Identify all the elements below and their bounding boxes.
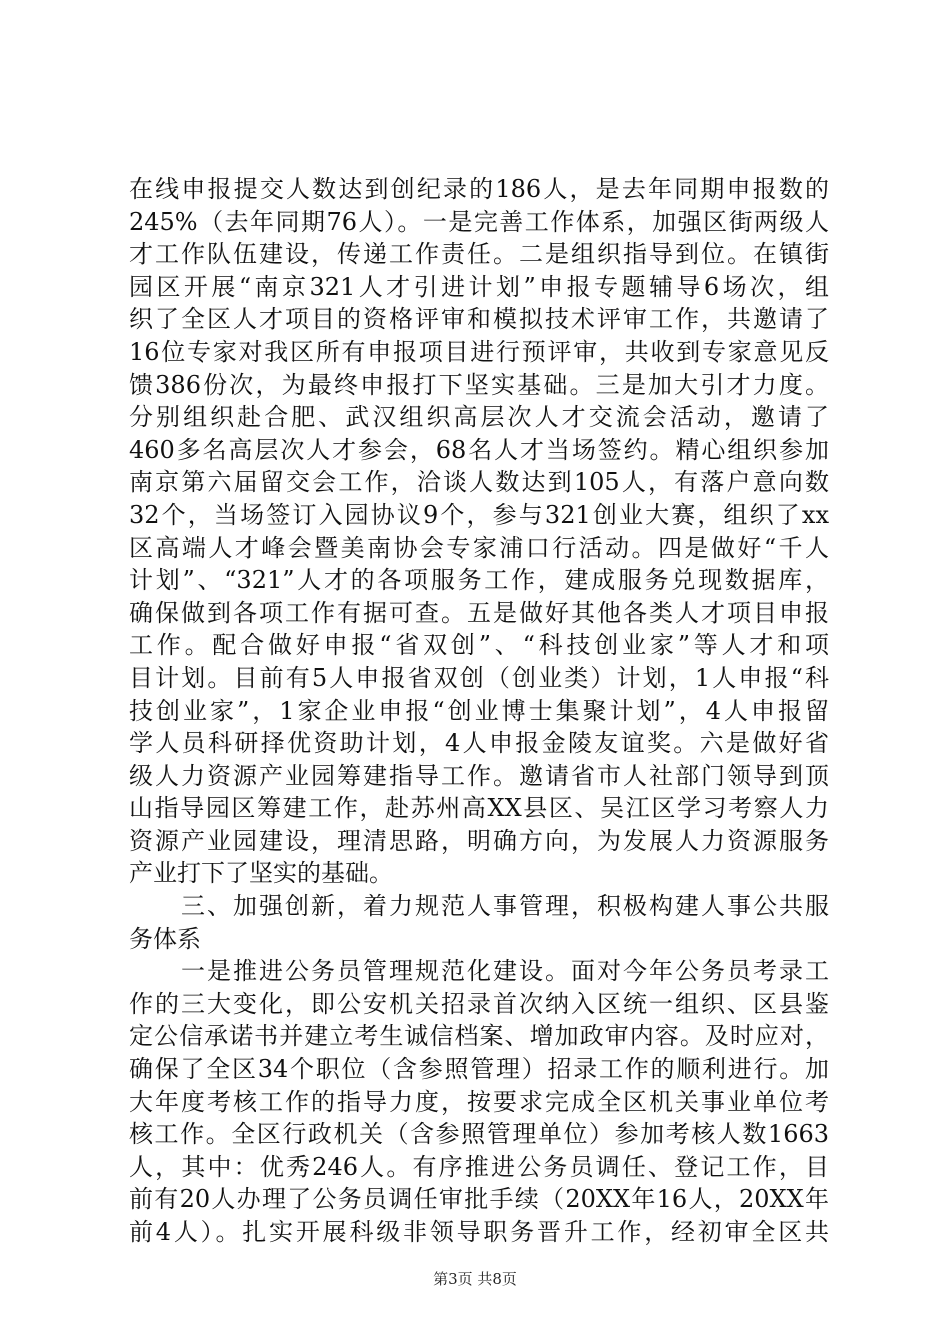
body-line: 一是推进公务员管理规范化建设。面对今年公务员考录工 bbox=[129, 957, 829, 986]
body-line: 山指导园区筹建工作，赴苏州高XX县区、吴江区学习考察人力 bbox=[129, 794, 829, 823]
body-line: 核工作。全区行政机关（含参照管理单位）参加考核人数1663 bbox=[129, 1120, 829, 1149]
body-line: 分别组织赴合肥、武汉组织高层次人才交流会活动，邀请了 bbox=[129, 403, 829, 432]
body-line: 三、加强创新，着力规范人事管理，积极构建人事公共服 bbox=[129, 892, 829, 921]
body-line: 前4人）。扎实开展科级非领导职务晋升工作，经初审全区共 bbox=[129, 1218, 829, 1246]
body-line: 产业打下了坚实的基础。 bbox=[129, 859, 393, 888]
body-line: 资源产业园建设，理清思路，明确方向，为发展人力资源服务 bbox=[129, 826, 829, 855]
body-line: 前有20人办理了公务员调任审批手续（20XX年16人，20XX年 bbox=[129, 1185, 829, 1214]
body-line: 级人力资源产业园筹建指导工作。邀请省市人社部门领导到顶 bbox=[129, 761, 829, 790]
body-line: 目计划。目前有5人申报省双创（创业类）计划，1人申报“科 bbox=[129, 663, 829, 692]
body-line: 务体系 bbox=[129, 924, 201, 953]
body-line: 南京第六届留交会工作，洽谈人数达到105人，有落户意向数 bbox=[129, 468, 829, 497]
body-line: 定公信承诺书并建立考生诚信档案、增加政审内容。及时应对， bbox=[129, 1022, 829, 1051]
body-line: 16位专家对我区所有申报项目进行预评审，共收到专家意见反 bbox=[129, 337, 829, 366]
body-line: 园区开展“南京321人才引进计划”申报专题辅导6场次，组 bbox=[129, 272, 829, 301]
body-line: 在线申报提交人数达到创纪录的186人，是去年同期申报数的 bbox=[129, 175, 829, 203]
body-line: 计划”、“321”人才的各项服务工作，建成服务兑现数据库， bbox=[129, 566, 829, 595]
body-line: 织了全区人才项目的资格评审和模拟技术评审工作，共邀请了 bbox=[129, 305, 829, 334]
body-line: 人，其中：优秀246人。有序推进公务员调任、登记工作，目 bbox=[129, 1152, 829, 1181]
body-line: 245%（去年同期76人）。一是完善工作体系，加强区街两级人 bbox=[129, 207, 829, 236]
body-line: 馈386份次，为最终申报打下坚实基础。三是加大引才力度。 bbox=[129, 370, 829, 399]
document-body bbox=[129, 173, 829, 1249]
body-line: 区高端人才峰会暨美南协会专家浦口行活动。四是做好“千人 bbox=[129, 533, 829, 562]
body-line: 460多名高层次人才参会，68名人才当场签约。精心组织参加 bbox=[129, 435, 829, 464]
body-line: 学人员科研择优资助计划，4人申报金陵友谊奖。六是做好省 bbox=[129, 729, 829, 758]
body-line: 确保了全区34个职位（含参照管理）招录工作的顺利进行。加 bbox=[129, 1055, 829, 1084]
body-line: 作的三大变化，即公安机关招录首次纳入区统一组织、区县鉴 bbox=[129, 989, 829, 1018]
body-line: 技创业家”，1家企业申报“创业博士集聚计划”，4人申报留 bbox=[129, 696, 829, 725]
page-footer: 第3页 共8页 bbox=[433, 1270, 517, 1288]
body-line: 工作。配合做好申报“省双创”、“科技创业家”等人才和项 bbox=[129, 631, 829, 660]
body-line: 大年度考核工作的指导力度，按要求完成全区机关事业单位考 bbox=[129, 1087, 829, 1116]
body-line: 32个，当场签订入园协议9个，参与321创业大赛，组织了xx bbox=[129, 500, 829, 529]
body-line: 才工作队伍建设，传递工作责任。二是组织指导到位。在镇街 bbox=[129, 240, 829, 269]
body-line: 确保做到各项工作有据可查。五是做好其他各类人才项目申报 bbox=[129, 598, 829, 627]
